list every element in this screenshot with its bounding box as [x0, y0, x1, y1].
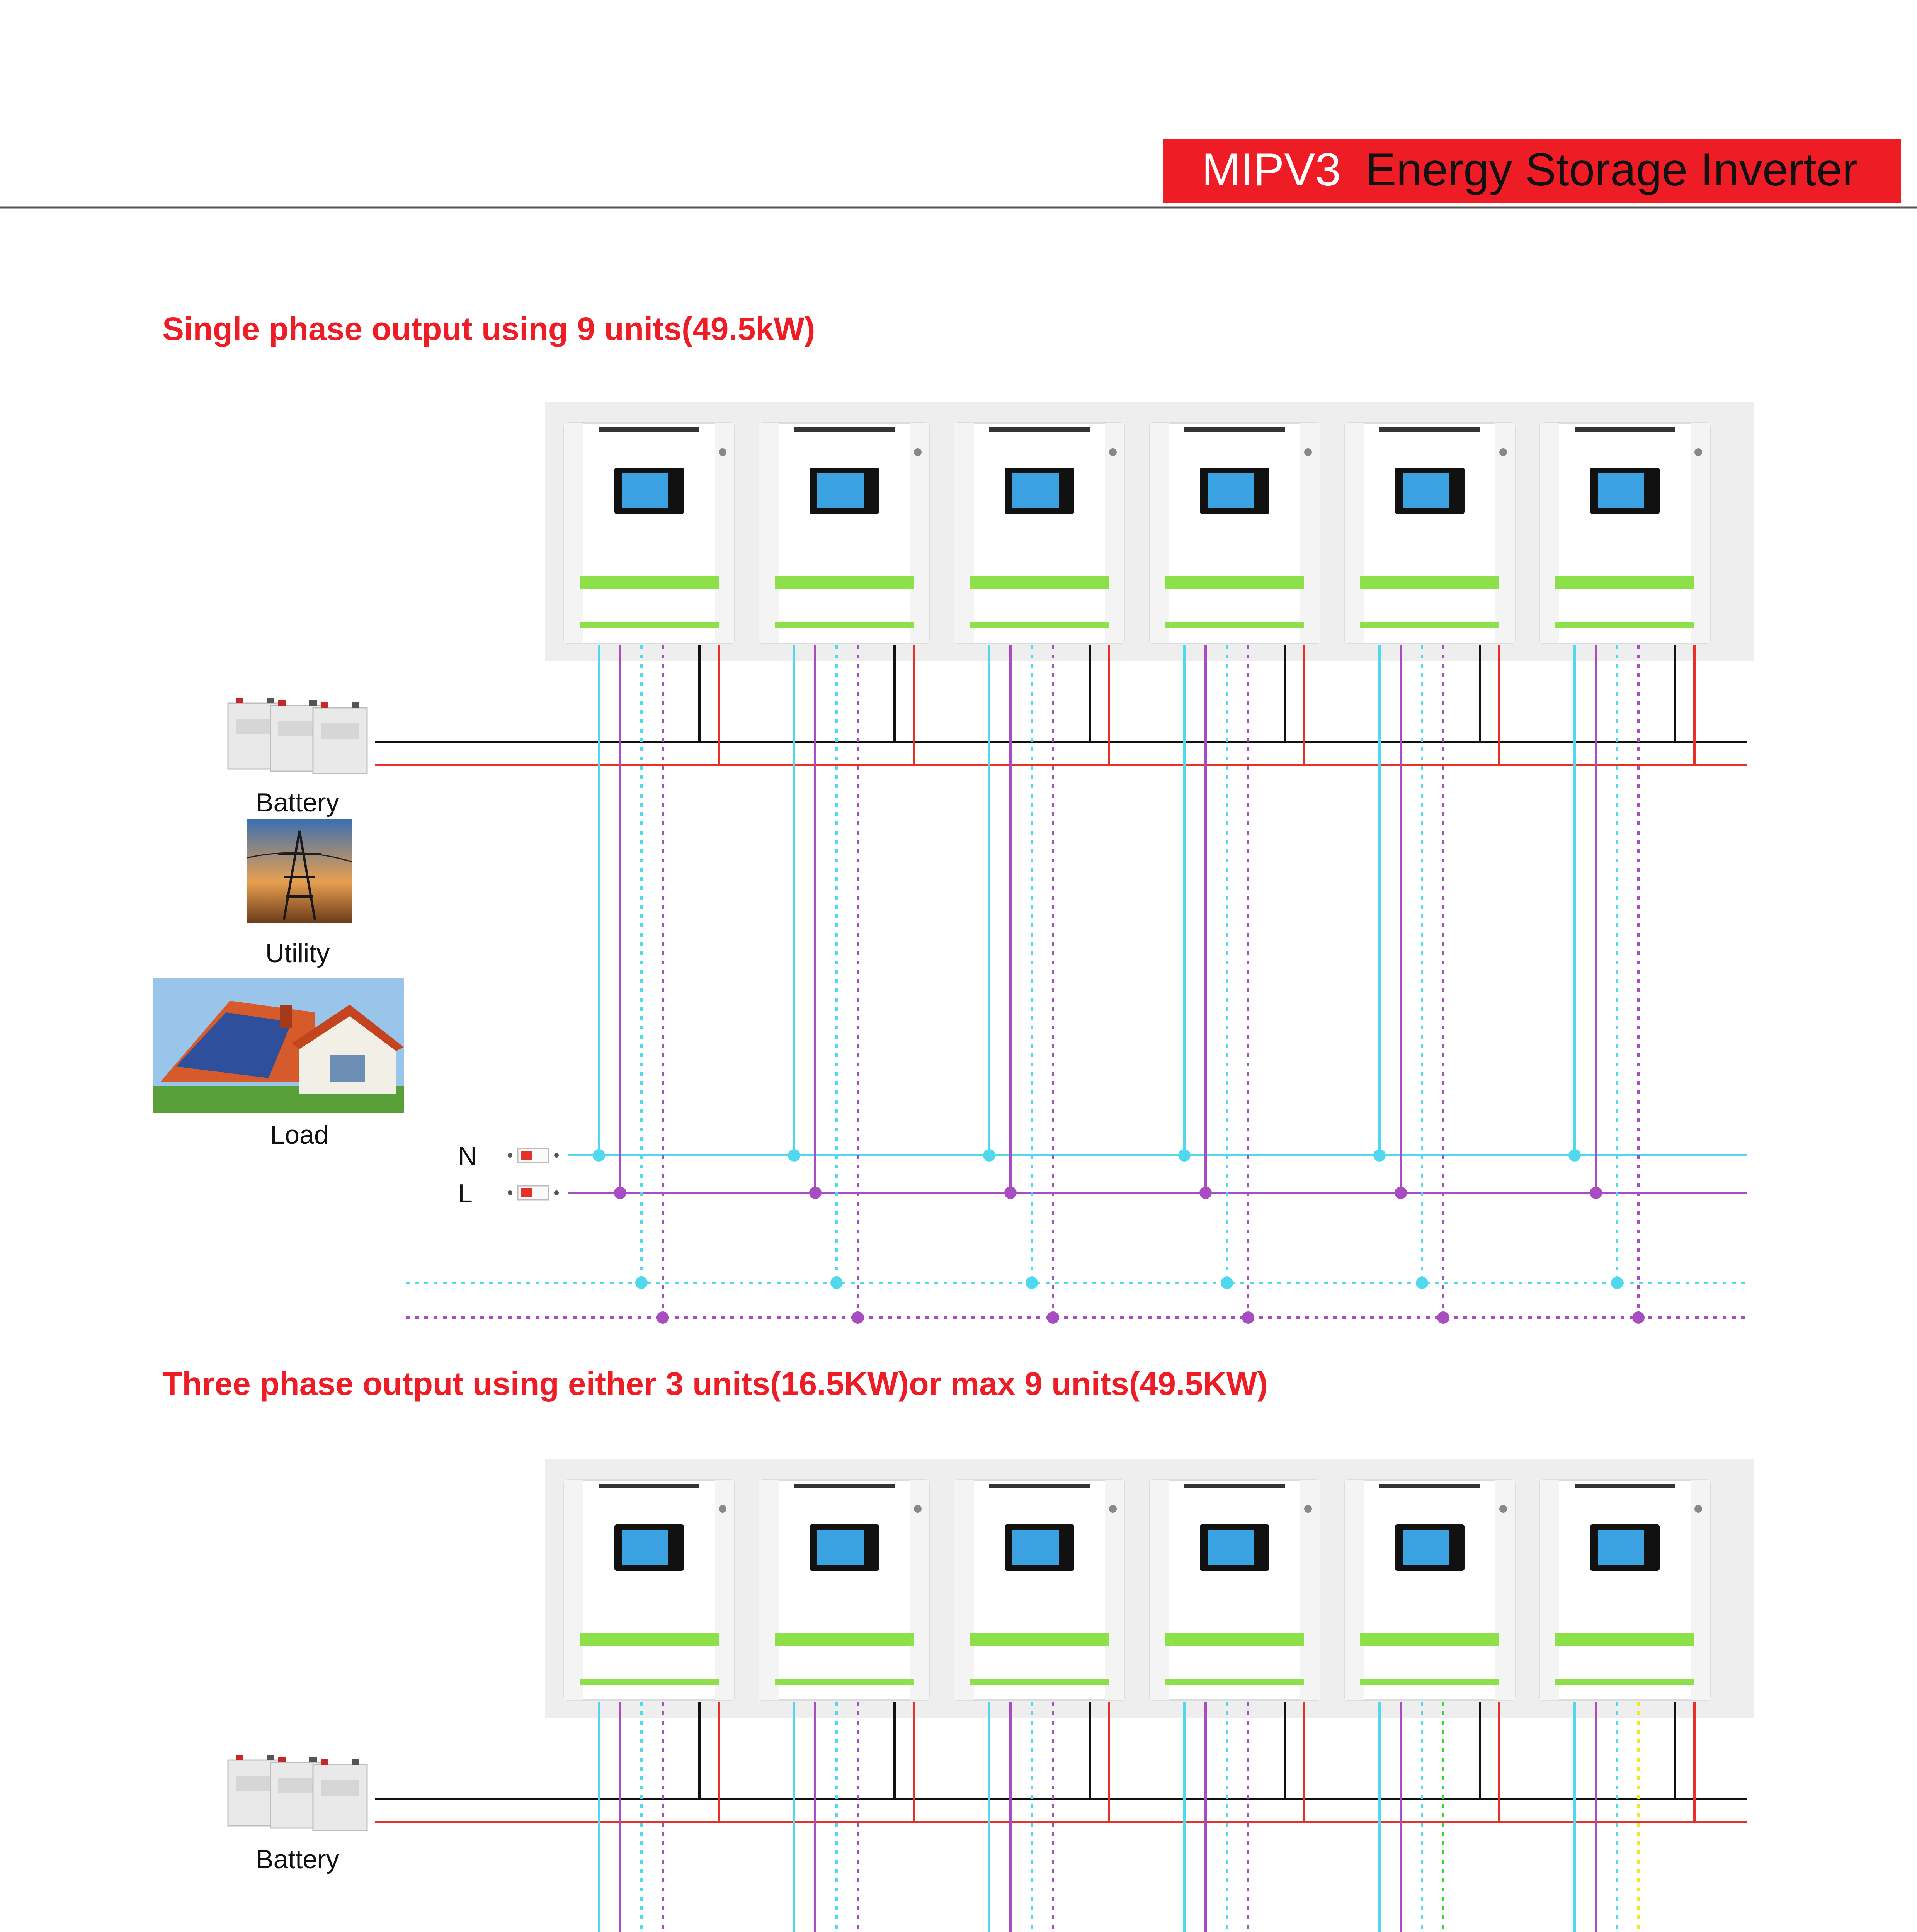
battery-terminal-neg: [309, 700, 317, 706]
inverter-side-right: [715, 1480, 734, 1700]
status-strip-lower: [1165, 622, 1304, 628]
battery-label-plate: [278, 1778, 317, 1793]
led-icon: [1109, 1505, 1117, 1513]
inverter-side-right: [1691, 423, 1710, 643]
inverter-unit-4: [1150, 423, 1320, 643]
inverter-side-right: [1495, 423, 1515, 643]
inverter-body: [759, 423, 929, 643]
battery-terminal-neg: [267, 1755, 274, 1760]
inverter-unit-2: [759, 1480, 929, 1700]
lcd-screen-icon: [1598, 1530, 1644, 1565]
battery-label-plate: [321, 723, 359, 739]
led-icon: [719, 448, 726, 456]
section-1-title: Single phase output using 9 units(49.5kW): [162, 311, 815, 347]
inverter-side-left: [564, 423, 583, 643]
lcd-screen-icon: [1012, 1530, 1059, 1565]
led-icon: [914, 1505, 922, 1513]
load-n-junction: [635, 1277, 648, 1289]
inverter-side-right: [1300, 1480, 1320, 1700]
inverter-body: [1540, 1480, 1710, 1700]
status-strip-upper: [1165, 576, 1304, 589]
battery-label-plate: [278, 721, 317, 736]
status-strip-upper: [1165, 1633, 1304, 1646]
led-icon: [914, 448, 922, 456]
inverter-top-bar: [1379, 1484, 1480, 1488]
led-icon: [1694, 1505, 1702, 1513]
battery-label-plate: [236, 719, 274, 734]
load-n-junction: [1416, 1277, 1428, 1289]
battery-terminal-pos: [278, 1757, 286, 1762]
header-title: [1202, 144, 1857, 196]
battery-terminal-pos: [236, 1755, 243, 1760]
breaker-toggle-icon: [521, 1188, 532, 1197]
inverter-top-bar: [1184, 427, 1285, 432]
led-icon: [1694, 448, 1702, 456]
status-strip-lower: [1165, 1679, 1304, 1685]
inverter-side-left: [1150, 1480, 1169, 1700]
battery-terminal-pos: [278, 700, 286, 706]
led-icon: [1304, 1505, 1312, 1513]
grid-l-junction: [1199, 1187, 1212, 1199]
inverter-unit-3: [954, 1480, 1124, 1700]
battery-label: Battery: [256, 788, 339, 817]
breaker-terminal-right: [554, 1190, 559, 1195]
header-product: Energy Storage Inverter: [1365, 144, 1858, 196]
grid-l-junction: [614, 1187, 626, 1199]
status-strip-lower: [775, 622, 914, 628]
led-icon: [1304, 448, 1312, 456]
inverter-side-left: [759, 423, 779, 643]
breaker-terminal-left: [508, 1153, 512, 1158]
inverter-body: [1540, 423, 1710, 643]
grid-l-junction: [1395, 1187, 1407, 1199]
inverter-body: [1345, 423, 1515, 643]
grid-n-junction: [788, 1149, 800, 1162]
lcd-screen-icon: [622, 1530, 668, 1565]
grid-l-junction: [1004, 1187, 1017, 1199]
inverter-body: [564, 423, 734, 643]
grid-label-l: L: [458, 1179, 473, 1208]
grid-label-n: N: [458, 1141, 477, 1171]
battery-terminal-pos: [321, 702, 328, 708]
inverter-unit-4: [1150, 1480, 1320, 1700]
grid-n-junction: [1178, 1149, 1191, 1162]
inverter-unit-5: [1345, 423, 1515, 643]
inverter-top-bar: [1575, 1484, 1675, 1488]
lcd-screen-icon: [1208, 473, 1254, 508]
inverter-side-right: [1105, 1480, 1124, 1700]
load-l-junction: [852, 1311, 864, 1324]
load-label: Load: [270, 1120, 329, 1150]
inverter-side-left: [564, 1480, 583, 1700]
breaker-terminal-left: [508, 1190, 512, 1195]
status-strip-lower: [1360, 622, 1499, 628]
status-strip-upper: [970, 1633, 1109, 1646]
battery-terminal-pos: [236, 698, 243, 703]
status-strip-upper: [1555, 576, 1694, 589]
inverter-side-right: [1495, 1480, 1515, 1700]
power-tower-icon: [247, 819, 352, 923]
battery-label: Battery: [256, 1845, 339, 1874]
lcd-screen-icon: [622, 473, 668, 508]
battery-terminal-neg: [267, 698, 274, 703]
battery-terminal-neg: [352, 702, 359, 708]
grid-n-junction: [593, 1149, 605, 1162]
inverter-side-left: [954, 423, 974, 643]
section-2-title: Three phase output using either 3 units(16.5KW)or max 9 units(49.5KW): [162, 1366, 1268, 1402]
inverter-side-left: [1150, 423, 1169, 643]
load-n-junction: [1221, 1277, 1233, 1289]
inverter-top-bar: [1184, 1484, 1285, 1488]
house-solar-icon: [153, 978, 404, 1113]
grid-n-junction: [983, 1149, 995, 1162]
grid-l-junction: [1590, 1187, 1602, 1199]
inverter-unit-1: [564, 423, 734, 643]
battery-bank-icon: [228, 698, 367, 774]
inverter-side-left: [1540, 1480, 1559, 1700]
circuit-breaker-icon: [508, 1148, 559, 1162]
status-strip-lower: [970, 622, 1109, 628]
led-icon: [1499, 448, 1507, 456]
battery-terminal-pos: [321, 1759, 328, 1765]
inverter-side-right: [1105, 423, 1124, 643]
inverter-top-bar: [794, 1484, 895, 1488]
inverter-unit-3: [954, 423, 1124, 643]
inverter-body: [954, 423, 1124, 643]
breaker-toggle-icon: [521, 1151, 532, 1160]
inverter-unit-1: [564, 1480, 734, 1700]
load-l-junction: [1437, 1311, 1449, 1324]
inverter-unit-2: [759, 423, 929, 643]
house-chimney: [280, 1005, 292, 1028]
inverter-top-bar: [989, 1484, 1090, 1488]
led-icon: [719, 1505, 726, 1513]
status-strip-upper: [1555, 1633, 1694, 1646]
battery-cell: [313, 1765, 367, 1830]
inverter-top-bar: [1575, 427, 1675, 432]
load-l-junction: [1242, 1311, 1254, 1324]
header-model: MIPV3: [1202, 144, 1341, 196]
status-strip-upper: [775, 576, 914, 589]
inverter-top-bar: [794, 427, 895, 432]
grid-n-junction: [1568, 1149, 1581, 1162]
section-1-diagram: [153, 402, 1754, 1324]
led-icon: [1499, 1505, 1507, 1513]
status-strip-upper: [580, 576, 719, 589]
inverter-top-bar: [989, 427, 1090, 432]
load-n-junction: [830, 1277, 843, 1289]
inverter-unit-6: [1540, 1480, 1710, 1700]
lcd-screen-icon: [1598, 473, 1644, 508]
battery-terminal-neg: [352, 1759, 359, 1765]
inverter-side-left: [1345, 423, 1364, 643]
inverter-top-bar: [599, 1484, 699, 1488]
inverter-side-right: [910, 423, 929, 643]
grid-l-junction: [809, 1187, 822, 1199]
lcd-screen-icon: [1403, 1530, 1449, 1565]
house-window: [330, 1055, 365, 1082]
battery-cell: [313, 708, 367, 774]
status-strip-lower: [1555, 622, 1694, 628]
utility-label: Utility: [265, 939, 330, 968]
lcd-screen-icon: [1012, 473, 1059, 508]
status-strip-lower: [970, 1679, 1109, 1685]
load-l-junction: [657, 1311, 669, 1324]
load-l-junction: [1632, 1311, 1645, 1324]
battery-label-plate: [321, 1780, 359, 1796]
inverter-side-right: [1691, 1480, 1710, 1700]
inverter-side-left: [759, 1480, 779, 1700]
inverter-top-bar: [599, 427, 699, 432]
inverter-side-right: [1300, 423, 1320, 643]
status-strip-lower: [580, 622, 719, 628]
inverter-body: [1345, 1480, 1515, 1700]
inverter-side-left: [954, 1480, 974, 1700]
status-strip-lower: [580, 1679, 719, 1685]
status-strip-lower: [1555, 1679, 1694, 1685]
battery-bank-icon: [228, 1755, 367, 1830]
inverter-body: [1150, 423, 1320, 643]
load-n-junction: [1611, 1277, 1623, 1289]
inverter-unit-5: [1345, 1480, 1515, 1700]
inverter-unit-6: [1540, 423, 1710, 643]
breaker-terminal-right: [554, 1153, 559, 1158]
status-strip-upper: [580, 1633, 719, 1646]
led-icon: [1109, 448, 1117, 456]
lcd-screen-icon: [1208, 1530, 1254, 1565]
status-strip-upper: [775, 1633, 914, 1646]
status-strip-lower: [775, 1679, 914, 1685]
status-strip-lower: [1360, 1679, 1499, 1685]
section-2-diagram: [153, 1459, 1754, 1932]
lcd-screen-icon: [817, 473, 864, 508]
inverter-side-right: [910, 1480, 929, 1700]
circuit-breaker-icon: [508, 1186, 559, 1200]
battery-terminal-neg: [309, 1757, 317, 1762]
inverter-side-right: [715, 423, 734, 643]
inverter-side-left: [1345, 1480, 1364, 1700]
status-strip-upper: [1360, 1633, 1499, 1646]
inverter-side-left: [1540, 423, 1559, 643]
battery-label-plate: [236, 1776, 274, 1791]
load-n-junction: [1026, 1277, 1038, 1289]
lcd-screen-icon: [1403, 473, 1449, 508]
inverter-body: [1150, 1480, 1320, 1700]
lcd-screen-icon: [817, 1530, 864, 1565]
inverter-body: [759, 1480, 929, 1700]
status-strip-upper: [970, 576, 1109, 589]
inverter-body: [564, 1480, 734, 1700]
grid-n-junction: [1373, 1149, 1386, 1162]
load-l-junction: [1047, 1311, 1059, 1324]
status-strip-upper: [1360, 576, 1499, 589]
inverter-body: [954, 1480, 1124, 1700]
inverter-top-bar: [1379, 427, 1480, 432]
